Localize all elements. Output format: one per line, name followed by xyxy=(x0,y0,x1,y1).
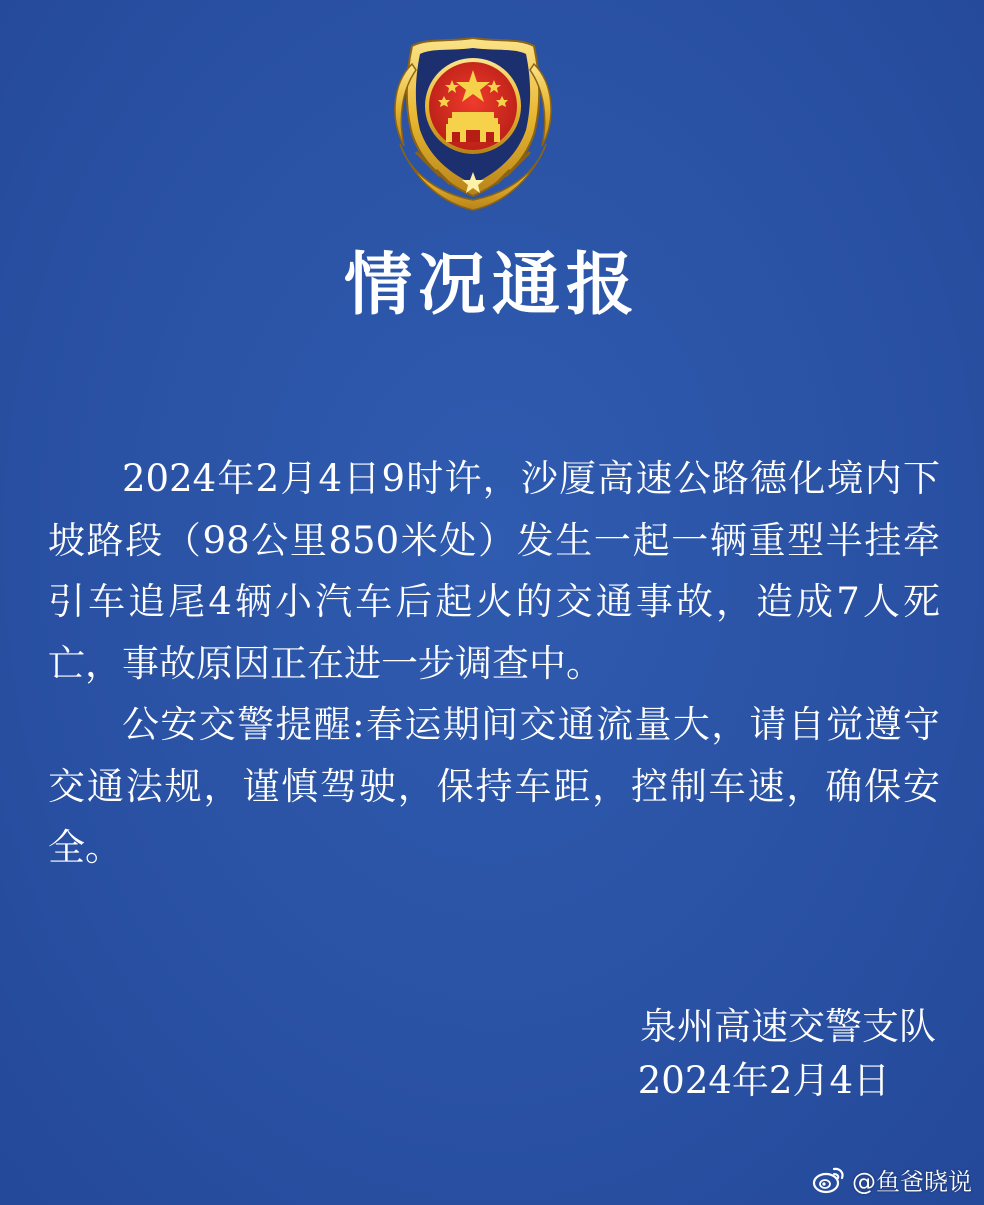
weibo-icon xyxy=(812,1164,846,1194)
notice-title: 情况通报 xyxy=(343,246,640,325)
paragraph-incident: 2024年2月4日9时许，沙厦高速公路德化境内下坡路段（98公里850米处）发生一起一辆重型半挂牵引车追尾4辆小汽车后起火的交通事故，造成7人死亡，事故原因正在进一步调查中。 xyxy=(48,457,940,685)
signature-org: 泉州高速交警支队 xyxy=(640,1005,936,1048)
watermark-handle: @鱼爸晓说 xyxy=(852,1167,972,1196)
signature-block xyxy=(536,1000,936,1108)
notice-body xyxy=(48,448,940,879)
paragraph-reminder: 公安交警提醒:春运期间交通流量大，请自觉遵守交通法规，谨慎驾驶，保持车距，控制车速，确保安全。 xyxy=(48,703,940,869)
watermark xyxy=(812,1161,972,1197)
police-emblem-icon xyxy=(386,34,560,214)
signature-date: 2024年2月4日 xyxy=(637,1059,890,1102)
